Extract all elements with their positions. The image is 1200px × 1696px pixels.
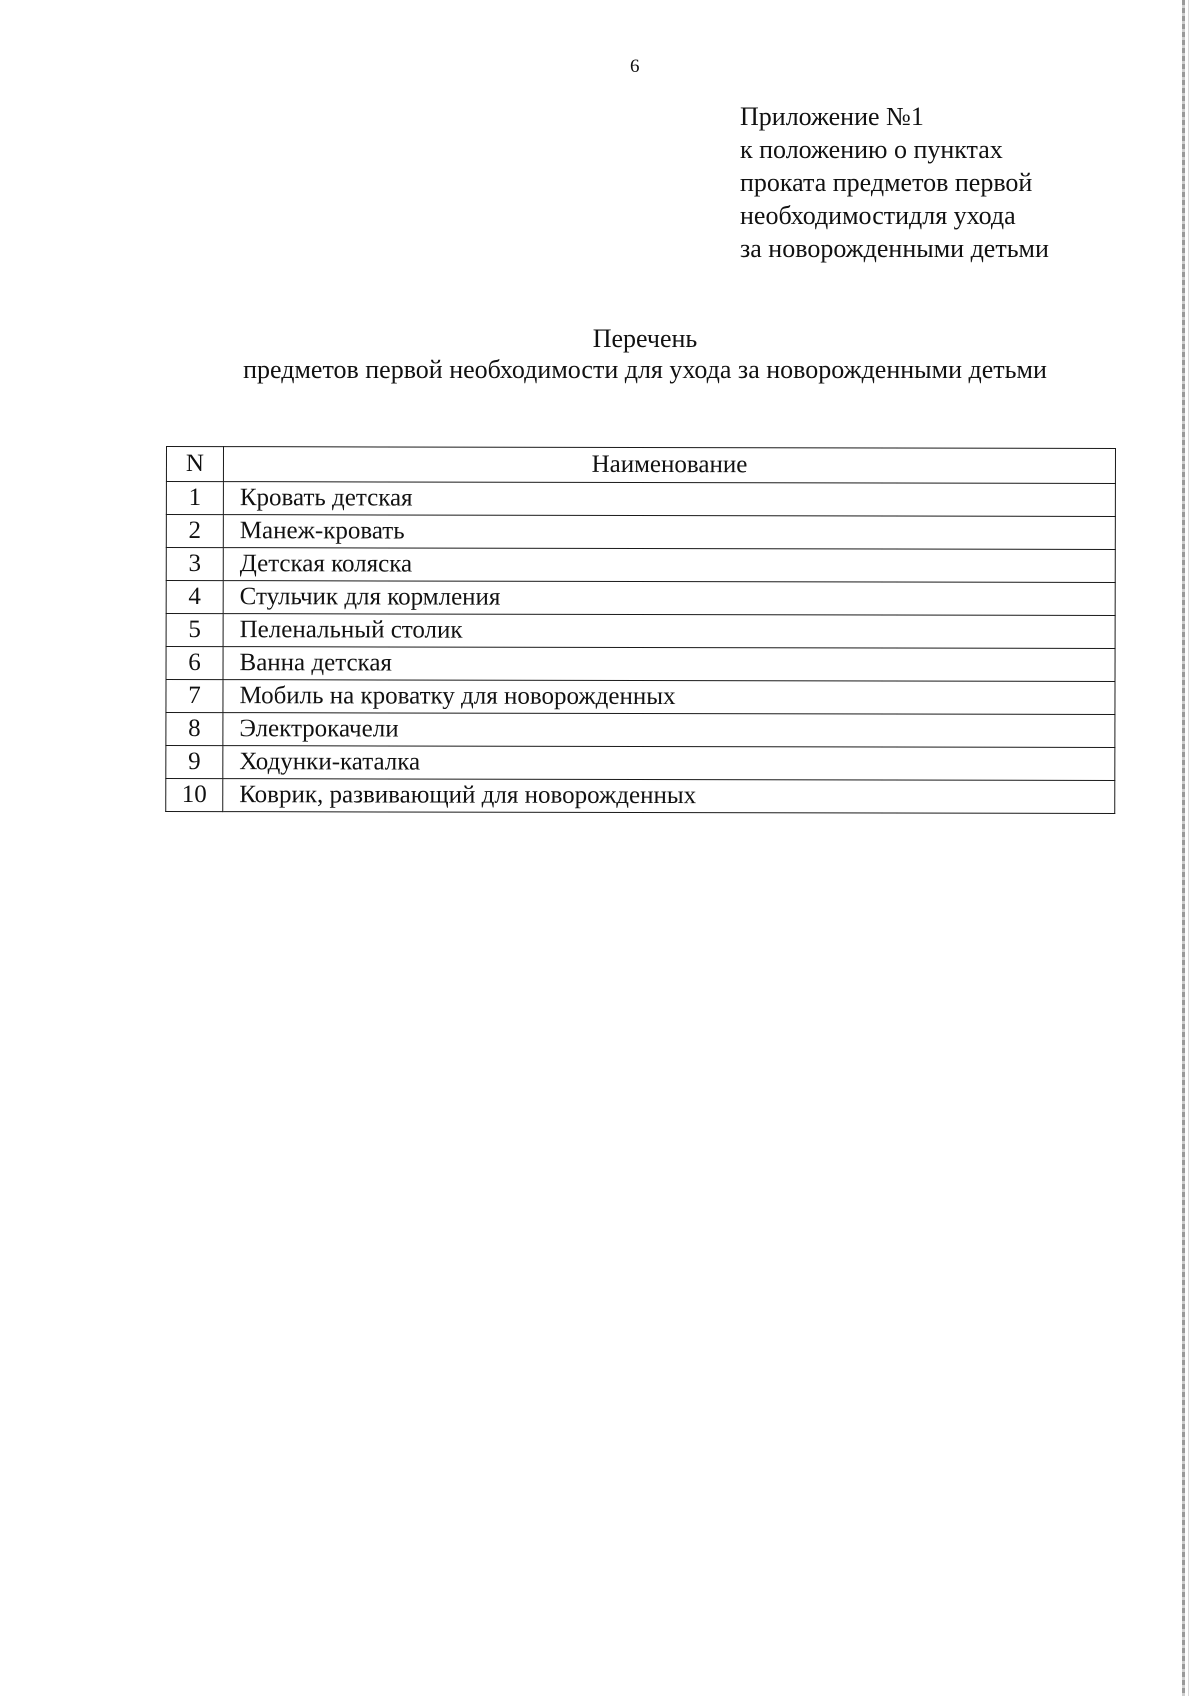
row-name: Манеж-кровать	[223, 515, 1115, 550]
row-name: Детская коляска	[223, 548, 1115, 583]
header-number: N	[166, 447, 223, 482]
page-number: 6	[630, 56, 640, 77]
table-row	[166, 680, 1115, 715]
row-number: 7	[166, 680, 223, 713]
table-row	[166, 779, 1115, 814]
row-number: 3	[166, 548, 223, 581]
row-name: Кровать детская	[223, 482, 1115, 517]
table-row	[166, 581, 1115, 616]
appendix-header	[740, 100, 1049, 265]
table-row	[166, 647, 1115, 682]
row-number: 1	[166, 482, 223, 515]
header-name: Наименование	[223, 447, 1115, 484]
table-row	[166, 614, 1115, 649]
row-name: Мобиль на кроватку для новорожденных	[223, 680, 1115, 715]
table-row	[166, 746, 1115, 781]
row-number: 4	[166, 581, 223, 614]
table-row	[166, 713, 1115, 748]
table-row	[166, 548, 1115, 583]
table-row	[166, 482, 1115, 517]
row-name: Пеленальный столик	[223, 614, 1115, 649]
scan-edge-rule	[1182, 0, 1185, 1696]
table-header-row	[166, 447, 1115, 484]
document-subtitle: предметов первой необходимости для ухода за новорожденными детьми	[243, 355, 1047, 384]
row-name: Электрокачели	[223, 713, 1115, 748]
appendix-line: за новорожденными детьми	[740, 234, 1049, 263]
row-name: Ходунки-каталка	[223, 746, 1115, 781]
row-name: Ванна детская	[223, 647, 1115, 682]
table-row	[166, 515, 1115, 550]
row-name: Стульчик для кормления	[223, 581, 1115, 616]
row-number: 8	[166, 713, 223, 746]
row-number: 2	[166, 515, 223, 548]
appendix-line: необходимостидля ухода	[740, 201, 1016, 230]
row-number: 9	[166, 746, 223, 779]
scan-edge-rule	[1188, 0, 1189, 1696]
row-number: 5	[166, 614, 223, 647]
row-name: Коврик, развивающий для новорожденных	[223, 779, 1115, 814]
items-table	[165, 446, 1116, 814]
document-title: Перечень	[592, 324, 698, 353]
appendix-line: к положению о пунктах	[740, 135, 1003, 164]
appendix-line: проката предметов первой	[740, 168, 1033, 197]
row-number: 10	[166, 779, 223, 812]
row-number: 6	[166, 647, 223, 680]
appendix-line: Приложение №1	[740, 102, 924, 131]
